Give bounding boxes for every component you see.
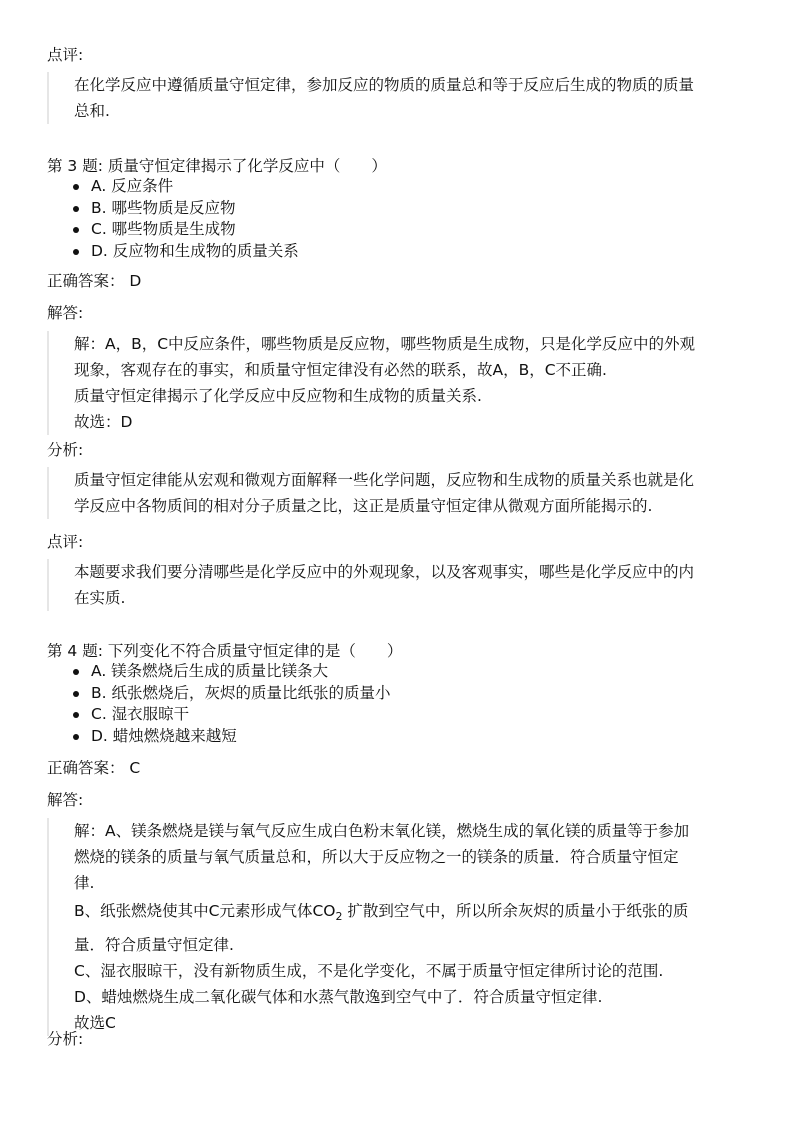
solution-line: 质量守恒定律揭示了化学反应中反应物和生成物的质量关系. xyxy=(74,387,482,405)
solution-line: 现象，客观存在的事实，和质量守恒定律没有必然的联系，故A，B，C不正确. xyxy=(74,361,607,379)
solution-line: 故选C xyxy=(74,1014,116,1032)
comment-box xyxy=(47,559,747,611)
solution-label: 解答: xyxy=(47,791,84,809)
option-b: B. 纸张燃烧后，灰烬的质量比纸张的质量小 xyxy=(70,683,391,705)
comment-label: 点评: xyxy=(47,46,84,64)
solution-line: 燃烧的镁条的质量与氧气质量总和，所以大于反应物之一的镁条的质量．符合质量守恒定 xyxy=(74,848,679,866)
comment-line: 在化学反应中遵循质量守恒定律，参加反应的物质的质量总和等于反应后生成的物质的质量 xyxy=(74,76,695,94)
analysis-label: 分析: xyxy=(47,1030,84,1048)
solution-line: 解：A、镁条燃烧是镁与氧气反应生成白色粉末氧化镁，燃烧生成的氧化镁的质量等于参加 xyxy=(74,822,690,840)
solution-label: 解答: xyxy=(47,304,84,322)
solution-box xyxy=(47,331,747,435)
comment-label: 点评: xyxy=(47,533,84,551)
question-4-options xyxy=(70,661,391,747)
analysis-line: 质量守恒定律能从宏观和微观方面解释一些化学问题，反应物和生成物的质量关系也就是化 xyxy=(74,471,695,489)
analysis-box xyxy=(47,467,747,519)
option-a: A. 反应条件 xyxy=(70,176,299,198)
correct-answer: 正确答案： C xyxy=(47,759,141,777)
question-3-title: 第 3 题: 质量守恒定律揭示了化学反应中（ ） xyxy=(47,157,387,175)
question-4-title: 第 4 题: 下列变化不符合质量守恒定律的是（ ） xyxy=(47,642,403,660)
comment-line: 在实质. xyxy=(74,589,126,607)
option-a: A. 镁条燃烧后生成的质量比镁条大 xyxy=(70,661,391,683)
solution-line: C、湿衣服晾干，没有新物质生成，不是化学变化，不属于质量守恒定律所讨论的范围. xyxy=(74,962,664,980)
option-c: C. 湿衣服晾干 xyxy=(70,704,391,726)
option-c: C. 哪些物质是生成物 xyxy=(70,219,299,241)
option-b: B. 哪些物质是反应物 xyxy=(70,198,299,220)
solution-line: B、纸张燃烧使其中C元素形成气体$CO_2$ 扩散到空气中，所以所余灰烬的质量小于纸张的质 xyxy=(74,902,689,923)
option-d: D. 蜡烛燃烧越来越短 xyxy=(70,726,391,748)
solution-line: 解：A，B，C中反应条件，哪些物质是反应物，哪些物质是生成物，只是化学反应中的外观 xyxy=(74,335,696,353)
solution-line: 律. xyxy=(74,874,95,892)
comment-line: 总和. xyxy=(74,102,110,120)
solution-box xyxy=(47,818,747,1036)
option-d: D. 反应物和生成物的质量关系 xyxy=(70,241,299,263)
solution-line: 故选：D xyxy=(74,413,133,431)
analysis-line: 学反应中各物质间的相对分子质量之比，这正是质量守恒定律从微观方面所能揭示的. xyxy=(74,497,653,515)
comment-box xyxy=(47,72,747,124)
solution-line: 量．符合质量守恒定律. xyxy=(74,936,234,954)
correct-answer: 正确答案： D xyxy=(47,272,142,290)
analysis-label: 分析: xyxy=(47,441,84,459)
solution-line: D、蜡烛燃烧生成二氧化碳气体和水蒸气散逸到空气中了．符合质量守恒定律. xyxy=(74,988,603,1006)
question-3-options xyxy=(70,176,299,262)
comment-line: 本题要求我们要分清哪些是化学反应中的外观现象，以及客观事实，哪些是化学反应中的内 xyxy=(74,563,695,581)
